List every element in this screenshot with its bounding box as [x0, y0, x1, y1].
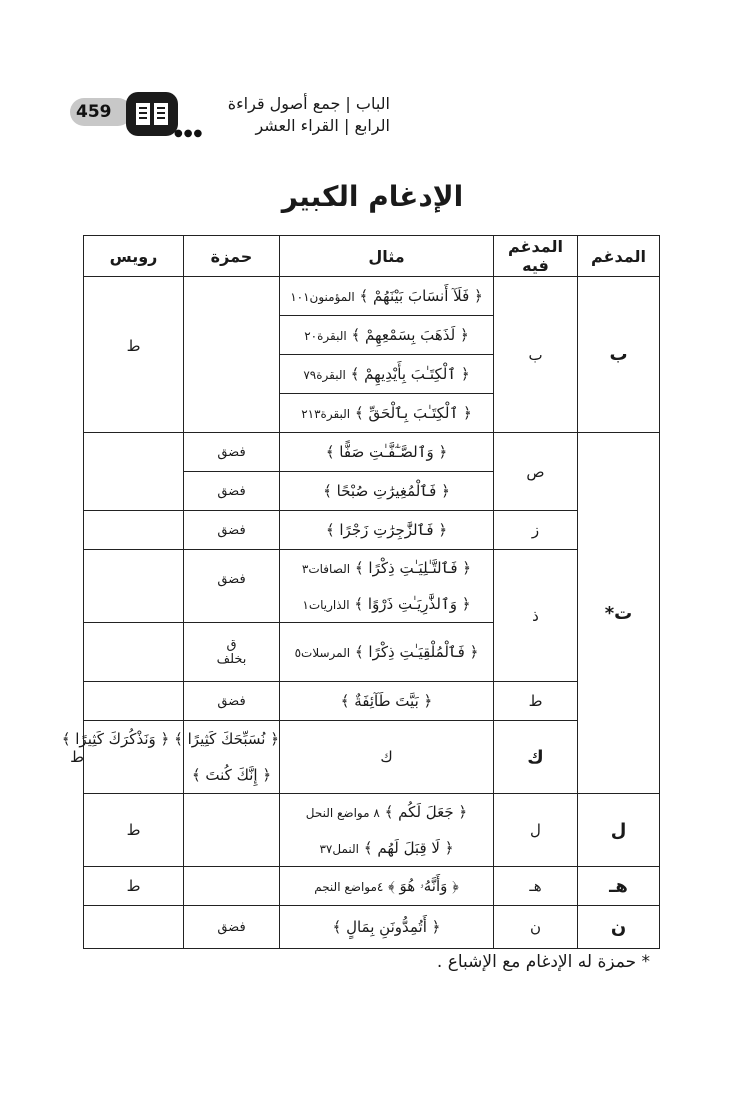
- example-cell: ﴿ فَلَآ أَنسَابَ بَيْنَهُمْ ﴾ المؤمنون١٠١: [280, 277, 494, 316]
- table-header-row: [84, 236, 660, 277]
- example-cell: ﴿ لَذَهَبَ بِسَمْعِهِمْ ﴾ البقرة٢٠: [280, 316, 494, 355]
- chapter-header-line-2: الرابع | القراء العشر: [255, 116, 390, 135]
- letter-ta: ت*: [578, 433, 660, 794]
- hamza-cell: [184, 794, 280, 867]
- example-cell: ﴿ وَٱلصَّـٰٓفَّـٰتِ صَفًّا ﴾: [280, 433, 494, 472]
- ruways-cell: [84, 906, 184, 949]
- hamza-cell: [184, 277, 280, 433]
- letter-kaf: ك: [494, 721, 578, 794]
- table-row: [84, 511, 660, 550]
- footnote: * حمزة له الإدغام مع الإشباع .: [436, 952, 650, 972]
- ruways-cell: [84, 623, 184, 682]
- table-row: [84, 906, 660, 949]
- ruways-cell: ط: [84, 794, 184, 867]
- ruways-cell: [84, 511, 184, 550]
- letter-ba: ب: [578, 277, 660, 433]
- idgham-table: [61, 235, 660, 949]
- chapter-header-line-1: الباب | جمع أصول قراءة: [227, 94, 390, 113]
- table-row: [84, 550, 660, 623]
- page-header: [70, 84, 390, 144]
- table-row: [84, 867, 660, 906]
- letter-nun: ن: [578, 906, 660, 949]
- hamza-cell: فضق: [184, 511, 280, 550]
- table-row: ك ك ﴿ نُسَبِّحَكَ كَثِيرًا ﴾ ﴿ وَنَذْكُرَكَ كَثِيرًا ﴾ ﴿ إِنَّكَ كُنتَ ﴾ ط: [84, 721, 660, 794]
- table-row: [84, 277, 660, 316]
- into-zay: ز: [494, 511, 578, 550]
- decorative-dots: ●●●: [174, 128, 204, 139]
- example-cell: ﴿ فَٱلزَّٰجِرَٰتِ زَجْرًا ﴾: [280, 511, 494, 550]
- book-icon: [126, 92, 178, 136]
- into-kaf: ك: [280, 721, 494, 794]
- hamza-cell: فضق: [184, 472, 280, 511]
- example-cell: ﴿ فَٱلْمُلْقِيَـٰتِ ذِكْرًا ﴾ المرسلات٥: [280, 623, 494, 682]
- ruways-cell: ط: [84, 867, 184, 906]
- page-number: 459: [76, 102, 112, 122]
- hamza-cell: فضق: [184, 433, 280, 472]
- into-dhal: ذ: [494, 550, 578, 682]
- header-mithal: مثال: [280, 236, 494, 277]
- table-row: [84, 794, 660, 867]
- hamza-cell: فضق: [184, 550, 280, 623]
- letter-ha: هـ: [578, 867, 660, 906]
- into-ta: ط: [494, 682, 578, 721]
- example-cell: ﴿ أَتُمِدُّونَنِ بِمَالٍ ﴾: [280, 906, 494, 949]
- hamza-cell: فضق: [184, 906, 280, 949]
- header-ruways: رويس: [84, 236, 184, 277]
- table-row: [84, 433, 660, 472]
- example-cell: ﴿ نُسَبِّحَكَ كَثِيرًا ﴾ ﴿ وَنَذْكُرَكَ كَثِيرًا ﴾ ﴿ إِنَّكَ كُنتَ ﴾: [184, 721, 280, 794]
- example-cell: ﴿ فَٱلتَّـٰلِيَـٰتِ ذِكْرًا ﴾ الصافات٣ ﴿ وَٱلذَّٰرِيَـٰتِ ذَرْوًا ﴾ الذاريات١: [280, 550, 494, 623]
- header-mudgham: المدغم: [578, 236, 660, 277]
- hamza-cell: فضق: [184, 682, 280, 721]
- letter-lam: ل: [578, 794, 660, 867]
- page-title: الإدغام الكبير: [281, 180, 464, 213]
- ruways-cell: [84, 550, 184, 623]
- ruways-cell: ط: [84, 277, 184, 433]
- header-mudgham-fih: المدغم فيه: [494, 236, 578, 277]
- header-hamza: حمزة: [184, 236, 280, 277]
- into-nun: ن: [494, 906, 578, 949]
- ruways-cell: [84, 682, 184, 721]
- into-lam: ل: [494, 794, 578, 867]
- example-cell: ﴿ فَٱلْمُغِيرَٰتِ صُبْحًا ﴾: [280, 472, 494, 511]
- example-cell: ﴿ وَأَنَّهُۥ هُوَ ﴾ ٤مواضع النجم: [280, 867, 494, 906]
- into-ba: ب: [494, 277, 578, 433]
- example-cell: ﴿ بَيَّتَ طَآئِفَةٌ ﴾: [280, 682, 494, 721]
- hamza-cell: ق بخلف: [184, 623, 280, 682]
- into-ha: هـ: [494, 867, 578, 906]
- example-cell: ﴿ ٱلْكِتَـٰبَ بِأَيْدِيهِمْ ﴾ البقرة٧٩: [280, 355, 494, 394]
- table-row: [84, 682, 660, 721]
- example-cell: ﴿ ٱلْكِتَـٰبَ بِٱلْحَقِّ ﴾ البقرة٢١٣: [280, 394, 494, 433]
- into-sad: ص: [494, 433, 578, 511]
- example-cell: ﴿ جَعَلَ لَكُم ﴾ ٨ مواضع النحل ﴿ لَا قِبَلَ لَهُم ﴾ النمل٣٧: [280, 794, 494, 867]
- ruways-cell: [84, 433, 184, 511]
- hamza-cell: [184, 867, 280, 906]
